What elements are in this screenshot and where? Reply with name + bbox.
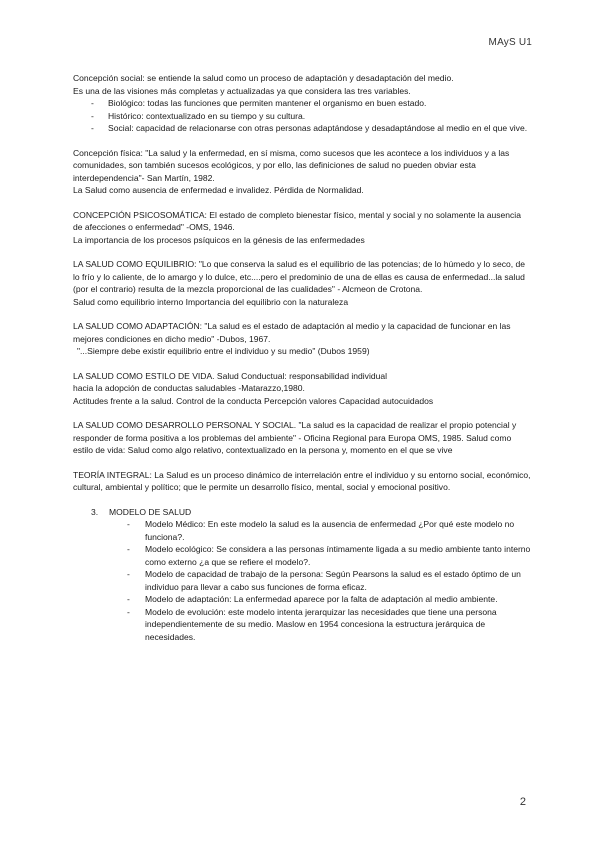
- paragraph-line: hacia la adopción de conductas saludables -Matarazzo,1980.: [73, 383, 305, 393]
- modelos-list: [73, 518, 531, 643]
- list-item: - Modelo de capacidad de trabajo de la persona: Según Pearsons la salud es el estado óptimo de un individuo para llevar a cabo sus funciones de forma eficaz.: [73, 568, 531, 593]
- section-salud-adaptacion: [73, 320, 531, 358]
- paragraph: LA SALUD COMO ADAPTACIÓN: "La salud es el estado de adaptación al medio y la capacidad de funcionar en las mejores condiciones en dicho medio" -Dubos, 1967.: [73, 321, 511, 344]
- document-body: [73, 72, 531, 655]
- list-item: - Modelo ecológico: Se considera a las personas íntimamente ligada a su medio ambiente tanto interno como externo ¿a que se refiere el modelo?.: [73, 543, 531, 568]
- paragraph: TEORÍA INTEGRAL: La Salud es un proceso dinámico de interrelación entre el individuo y su entorno social, económico, cultural, ambiental y político; que le permite un desarrollo físico, mental, social y emocional positivo.: [73, 469, 531, 492]
- paragraph-note: Salud como equilibrio interno Importancia del equilibrio con la naturaleza: [73, 296, 349, 307]
- section-teoria-integral: [73, 469, 531, 494]
- paragraph-line: Es una de las visiones más completas y actualizadas ya que considera las tres variables.: [73, 85, 411, 96]
- list-item: - Histórico: contextualizado en su tiempo y su cultura.: [73, 110, 531, 123]
- paragraph-note: La Salud como ausencia de enfermedad e invalidez. Pérdida de Normalidad.: [73, 185, 364, 195]
- section-modelo-salud: [73, 506, 531, 644]
- section-concepcion-psicosomatica: [73, 209, 531, 247]
- paragraph: Concepción física: "La salud y la enfermedad, en sí misma, como sucesos que les acontece a los individuos y a las comunidades, son también sucesos ecológicos, y por ello, las definiciones de salud no pueden obviar esta interdependencia"- San Martín, 1982.: [73, 147, 510, 183]
- page-number: 2: [519, 796, 526, 808]
- paragraph: CONCEPCIÓN PSICOSOMÁTICA: El estado de completo bienestar físico, mental y social y no solamente la ausencia de afecciones o enfermedad" -OMS, 1946.: [73, 209, 521, 232]
- list-item: - Social: capacidad de relacionarse con otras personas adaptándose y desadaptándose al medio en el que vive.: [73, 122, 531, 135]
- paragraph-line: LA SALUD COMO ESTILO DE VIDA. Salud Conductual: responsabilidad individual: [73, 370, 388, 381]
- list-item: - Modelo de adaptación: La enfermedad aparece por la falta de adaptación al medio ambiente.: [73, 593, 531, 606]
- section-salud-desarrollo: [73, 419, 531, 457]
- paragraph-line: Actitudes frente a la salud. Control de la conducta Percepción valores Capacidad autocuidados: [73, 395, 434, 406]
- section-title: MODELO DE SALUD: [109, 506, 192, 517]
- section-number: 3.: [91, 506, 99, 517]
- list-item: - Biológico: todas las funciones que permiten mantener el organismo en buen estado.: [73, 97, 531, 110]
- section-salud-equilibrio: [73, 258, 531, 308]
- paragraph: LA SALUD COMO DESARROLLO PERSONAL Y SOCIAL. "La salud es la capacidad de realizar el propio potencial y responder de forma positiva a los problemas del ambiente" - Oficina Regional para Europa OMS, 1985. Salud como estilo de vida: Salud como algo relativo, contextualizado en la persona y, momento en el que se vive: [73, 420, 517, 455]
- paragraph-note: La importancia de los procesos psíquicos en la génesis de las enfermedades: [73, 234, 365, 245]
- section-concepcion-fisica: [73, 147, 531, 197]
- list-item: - Modelo de evolución: este modelo intenta jerarquizar las necesidades que tiene una persona independientemente de su medio. Maslow en 1954 concesiona la estructura jerárquica de necesidades.: [73, 606, 531, 644]
- section-concepcion-social: [73, 72, 531, 135]
- page-header: MAyS U1: [488, 37, 532, 48]
- paragraph-line: Concepción social: se entiende la salud como un proceso de adaptación y desadaptación del medio.: [73, 73, 454, 83]
- section-salud-estilo-vida: [73, 370, 531, 408]
- paragraph: LA SALUD COMO EQUILIBRIO: "Lo que conserva la salud es el equilibrio de las potencias; de lo húmedo y lo seco, de lo frío y lo caliente, de lo amargo y lo dulce, etc....pero el predominio de una de ellas es causa de enfermedad...la salud (por el contrario) resulta de la mezcla proporcional de las cualidades" - Alcmeon de Crotona.: [73, 259, 525, 294]
- section-heading: [73, 506, 531, 519]
- variables-list: [73, 97, 531, 135]
- paragraph-quote: "...Siempre debe existir equilibrio entre el individuo y su medio" (Dubos 1959): [77, 346, 370, 356]
- list-item: - Modelo Médico: En este modelo la salud es la ausencia de enfermedad ¿Por qué este modelo no funciona?.: [73, 518, 531, 543]
